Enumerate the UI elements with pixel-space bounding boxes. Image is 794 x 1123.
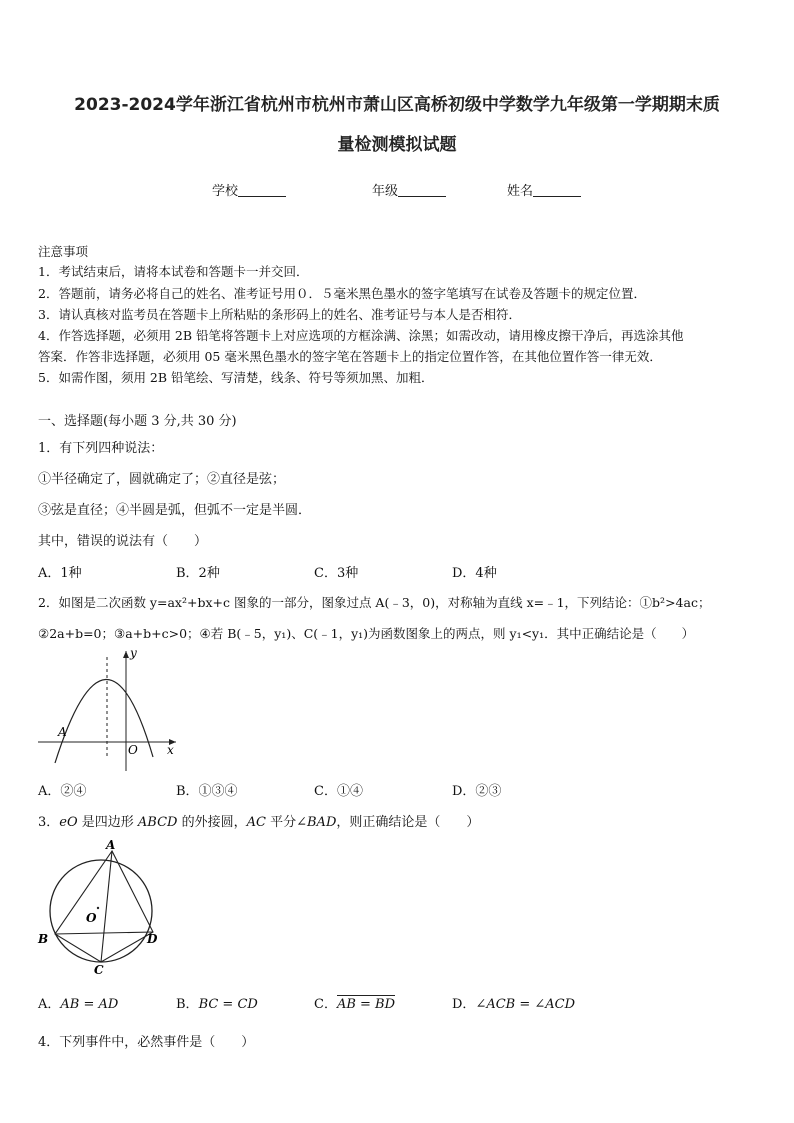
label-b: B xyxy=(38,932,49,946)
q2-line2: ②2a+b=0；③a+b+c>0；④若 B(﹣5，y₁)、C(﹣1，y₁)为函数图象上的两点，则 y₁<y₁．其中正确结论是（ ） xyxy=(38,626,695,641)
q3-stem xyxy=(38,811,760,830)
q2-stem: 2．如图是二次函数 y=ax²+bx+c 图象的一部分，图象过点 A(﹣3，0)，对称轴为直线 x=﹣1，下列结论：①b²>4ac； xyxy=(38,595,711,610)
q4-stem: 4．下列事件中，必然事件是（ ） xyxy=(38,1035,255,1050)
x-axis-label: x xyxy=(167,743,174,757)
grade-label: 年级 xyxy=(372,184,399,199)
parabola-curve xyxy=(55,679,153,763)
q1-option-c[interactable]: C．3种 xyxy=(314,566,359,581)
page-title-line2: 量检测模拟试题 xyxy=(337,135,457,155)
name-label: 姓名 xyxy=(507,184,534,199)
note-item-1: 1．考试结束后，请将本试卷和答题卡一并交回． xyxy=(38,264,309,279)
q3-text-2: 的外接圆， xyxy=(177,815,247,830)
q2-option-d[interactable]: D．②③ xyxy=(452,784,502,799)
note-item-5: 5．如需作图，须用 2B 铅笔绘、写清楚，线条、符号等须加黑、加粗． xyxy=(38,370,434,385)
q3-option-c[interactable]: C．AB = BD xyxy=(314,997,396,1012)
note-item-2: 2．答题前，请务必将自己的姓名、准考证号用０．５毫米黑色墨水的签字笔填写在试卷及答题卡的规定位置． xyxy=(38,286,646,301)
q3-text-1: 是四边形 xyxy=(77,815,138,830)
origin-label: O xyxy=(128,743,138,757)
label-o: O xyxy=(86,911,97,925)
q3-text-3: 平分 xyxy=(265,815,297,830)
q3-circle-figure xyxy=(34,836,174,978)
label-d: D xyxy=(147,932,158,946)
section-heading: 一、选择题(每小题 3 分,共 30 分) xyxy=(38,414,237,429)
notes-heading: 注意事项 xyxy=(38,244,89,259)
q1-line4: 其中，错误的说法有（ ） xyxy=(38,534,208,549)
note-item-4: 4．作答选择题，必须用 2B 铅笔将答题卡上对应选项的方框涂满、涂黑；如需改动，请用橡皮擦干净后，再选涂其他 xyxy=(38,328,684,343)
q1-option-a[interactable]: A．1种 xyxy=(38,566,82,581)
q1-stem: 1．有下列四种说法： xyxy=(38,441,164,456)
y-axis-label: y xyxy=(130,646,137,660)
name-field[interactable] xyxy=(507,180,581,199)
grade-field[interactable] xyxy=(372,180,446,199)
q3-ac: AC xyxy=(246,815,266,830)
school-field[interactable] xyxy=(212,180,286,199)
q1-line2: ①半径确定了，圆就确定了；②直径是弦； xyxy=(38,472,286,487)
q3-angle: ∠BAD xyxy=(296,815,337,830)
q1-option-d[interactable]: D．4种 xyxy=(452,566,497,581)
page-title-line1: 2023-2024学年浙江省杭州市杭州市萧山区高桥初级中学数学九年级第一学期期末质 xyxy=(74,95,720,115)
q2-option-a[interactable]: A．②④ xyxy=(38,784,87,799)
q3-text-4: ，则正确结论是（ ） xyxy=(336,815,480,830)
q3-option-c-arc: AB = BD xyxy=(336,997,396,1012)
label-c: C xyxy=(94,963,104,977)
q3-number: 3． xyxy=(38,815,60,830)
q3-circle-symbol: e xyxy=(59,815,67,830)
school-blank[interactable] xyxy=(238,184,286,197)
q3-center-o: O xyxy=(66,815,78,830)
q3-option-a[interactable]: A．AB = AD xyxy=(38,997,119,1012)
circumcircle xyxy=(50,860,152,962)
point-a-label: A xyxy=(58,725,67,739)
name-blank[interactable] xyxy=(533,184,581,197)
q2-option-b[interactable]: B．①③④ xyxy=(176,784,238,799)
note-item-3: 3．请认真核对监考员在答题卡上所粘贴的条形码上的姓名、准考证号与本人是否相符． xyxy=(38,307,521,322)
label-a: A xyxy=(106,838,116,852)
center-point xyxy=(97,907,99,909)
segment-ac xyxy=(101,851,112,962)
y-axis-arrow xyxy=(123,651,129,658)
q2-parabola-graph xyxy=(34,645,184,775)
q3-quad: ABCD xyxy=(137,815,178,830)
q2-option-c[interactable]: C．①④ xyxy=(314,784,363,799)
grade-blank[interactable] xyxy=(398,184,446,197)
q1-line3: ③弦是直径；④半圆是弧，但弧不一定是半圆． xyxy=(38,503,312,518)
q3-option-d[interactable]: D．∠ACB = ∠ACD xyxy=(452,997,576,1012)
q3-option-b[interactable]: B．BC = CD xyxy=(176,997,258,1012)
note-item-4-cont: 答案．作答非选择题，必须用 05 毫米黑色墨水的签字笔在答题卡上的指定位置作答，在其他位置作答一律无效． xyxy=(38,349,662,364)
q1-option-b[interactable]: B．2种 xyxy=(176,566,220,581)
school-label: 学校 xyxy=(212,184,239,199)
